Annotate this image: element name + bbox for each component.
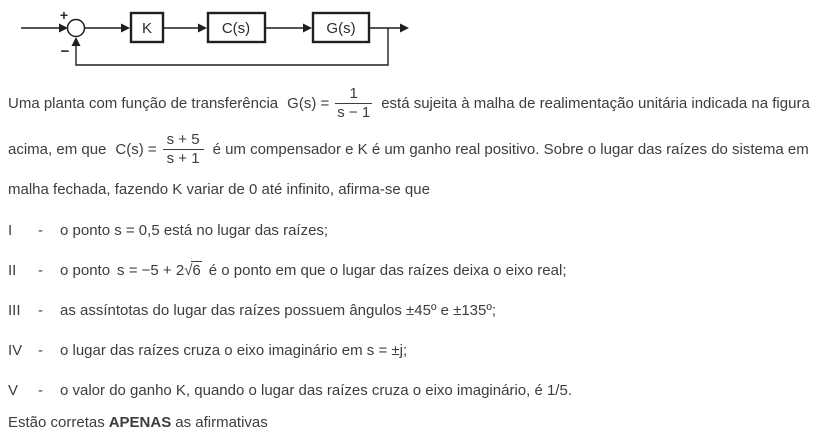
item-dash: -	[38, 381, 43, 399]
block-c-label: C(s)	[221, 20, 251, 37]
paragraph-line-3	[8, 178, 836, 200]
summing-junction	[68, 20, 85, 37]
item-text: o ponto s = 0,5 está no lugar das raízes;	[60, 221, 329, 239]
line1-post-text: está sujeita à malha de realimentação unitária indicada na figura	[381, 94, 810, 112]
list-item	[8, 250, 836, 290]
block-k-label: K	[141, 20, 153, 37]
list-item	[8, 210, 836, 250]
cs-denominator: s + 1	[166, 149, 200, 167]
gs-lhs: G(s) =	[287, 94, 330, 112]
item-dash: -	[38, 261, 43, 279]
item-text: o valor do ganho K, quando o lugar das raízes cruza o eixo imaginário, é 1/5.	[60, 381, 572, 399]
item-numeral: III	[8, 301, 21, 319]
block-diagram	[8, 4, 418, 70]
gs-fraction	[335, 85, 372, 121]
closing-emphasis: APENAS	[108, 413, 172, 431]
item-numeral: II	[8, 261, 17, 279]
cs-fraction	[163, 131, 204, 167]
cs-lhs: C(s) =	[115, 140, 157, 158]
line2-post-text: é um compensador e K é um ganho real positivo. Sobre o lugar das raízes do sistema em	[212, 140, 809, 158]
item-numeral: IV	[8, 341, 23, 359]
arrowhead-g	[303, 24, 312, 33]
item-text-pre: o ponto	[60, 261, 111, 279]
sum-minus-sign: −	[60, 43, 70, 60]
sum-plus-sign: +	[59, 7, 69, 23]
sqrt-expression	[117, 261, 202, 279]
line3-text: malha fechada, fazendo K variar de 0 até infinito, afirma-se que	[8, 180, 430, 198]
closing-pre: Estão corretas	[8, 413, 105, 431]
item-text: o lugar das raízes cruza o eixo imaginário em s = ±j;	[60, 341, 408, 359]
item-numeral: V	[8, 381, 19, 399]
radical-sign: √	[184, 262, 192, 279]
item-text-post: é o ponto em que o lugar das raízes deixa o eixo real;	[208, 261, 567, 279]
input-arrowhead	[59, 24, 68, 33]
gs-equation	[287, 85, 372, 121]
feedback-arrowhead	[72, 37, 81, 46]
cs-equation	[115, 131, 203, 167]
arrowhead-k	[121, 24, 130, 33]
gs-denominator: s − 1	[337, 103, 371, 121]
list-item	[8, 370, 836, 410]
gs-numerator: 1	[335, 85, 372, 103]
closing-statement	[8, 410, 836, 434]
closing-post: as afirmativas	[175, 413, 268, 431]
sqrt-expression-pre: s = −5 + 2	[117, 262, 185, 279]
item-dash: -	[38, 341, 43, 359]
item-dash: -	[38, 221, 43, 239]
block-g-label: G(s)	[326, 20, 356, 37]
list-item	[8, 290, 836, 330]
cs-numerator: s + 5	[163, 131, 204, 149]
item-dash: -	[38, 301, 43, 319]
item-text: as assíntotas do lugar das raízes possuem ângulos ±45º e ±135º;	[60, 301, 497, 319]
list-item	[8, 330, 836, 370]
item-numeral: I	[8, 221, 13, 239]
radicand: 6	[192, 262, 201, 279]
paragraph-line-2	[8, 126, 836, 172]
paragraph-line-1	[8, 80, 836, 126]
line2-pre-text: acima, em que	[8, 140, 107, 158]
arrowhead-c	[198, 24, 207, 33]
output-arrowhead	[400, 24, 409, 33]
line1-pre-text: Uma planta com função de transferência	[8, 94, 279, 112]
affirmation-list	[8, 210, 836, 410]
